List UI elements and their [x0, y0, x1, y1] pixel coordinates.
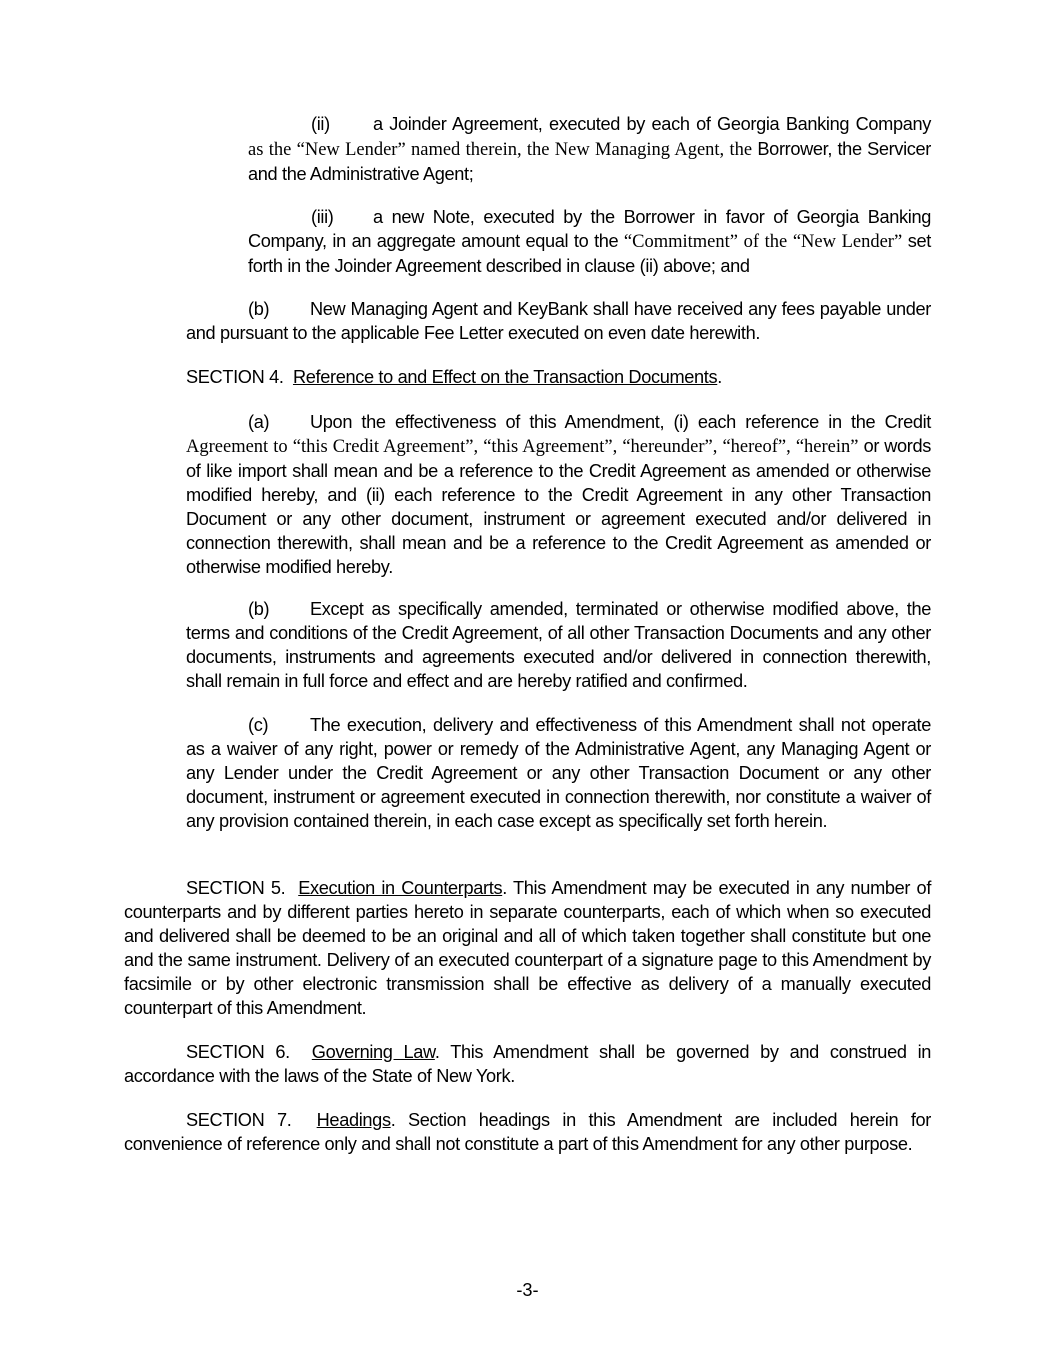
section-4-c-text: The execution, delivery and effectiveness of this Amendment shall not operate as a waiver of any right, power or remedy of the Administrative Agent, any Managing Agent or any Lender under the Credit Agreement or any other Transaction Document or any other document, instrument or agreement executed in connection therewith, nor constitute a waiver of any provision contained therein, in each case except as specifically set forth herein. [186, 715, 931, 831]
section-4-title: Reference to and Effect on the Transaction Documents [292, 367, 718, 387]
section-4-title-end: . [717, 367, 722, 387]
section-7 [124, 1108, 931, 1156]
section-6-text: . This Amendment shall be governed by and construed in accordance with the laws of the State of New York. [124, 1042, 932, 1086]
clause-ii [248, 112, 931, 186]
section-6-number: SECTION 6. [186, 1042, 290, 1062]
clause-iii [248, 205, 931, 278]
clause-iii-text-b: “Commitment” of the “New Lender” [618, 232, 908, 252]
section-7-number: SECTION 7. [186, 1110, 292, 1130]
section-6-title: Governing Law [311, 1042, 435, 1062]
section-4-heading [186, 365, 722, 389]
clause-iii-text-c: set forth in the Joinder Agreement described in clause (ii) above; and [248, 231, 931, 276]
section-4-number: SECTION 4. [186, 367, 284, 387]
clause-ii-text-a: a Joinder Agreement, executed by each of Georgia Banking Company [373, 114, 931, 134]
section-4-b [186, 597, 931, 693]
clause-b-fees-label: (b) [248, 299, 270, 319]
clause-b-fees [186, 297, 931, 345]
clause-ii-text-c: Borrower, the Servicer and the Administrative Agent; [248, 139, 931, 184]
clause-b-fees-text: New Managing Agent and KeyBank shall have received any fees payable under and pursuant to the applicable Fee Letter executed on even date herewith. [186, 299, 931, 343]
clause-iii-text-a: a new Note, executed by the Borrower in favor of Georgia Banking Company, in an aggregate amount equal to the [248, 207, 931, 251]
section-6 [124, 1040, 931, 1088]
section-4-b-text: Except as specifically amended, terminated or otherwise modified above, the terms and conditions of the Credit Agreement, of all other Transaction Documents and any other documents, instruments and agreements executed and/or delivered in connection therewith, shall remain in full force and effect and are hereby ratified and confirmed. [186, 599, 931, 691]
section-5 [124, 876, 931, 1020]
section-4-c [186, 713, 931, 833]
section-7-text: . Section headings in this Amendment are included herein for convenience of reference only and shall not constitute a part of this Amendment for any other purpose. [124, 1110, 932, 1154]
section-4-a-text-c: or words of like import shall mean and be a reference to the Credit Agreement as amended or otherwise modified hereby, and (ii) each reference to the Credit Agreement in any other Transaction Document or any other document, instrument or agreement executed and/or delivered in connection therewith, shall mean and be a reference to the Credit Agreement as amended or otherwise modified hereby. [186, 436, 931, 577]
section-4-a-text-b: Agreement to “this Credit Agreement”, “this Agreement”, “hereunder”, “hereof”, “herein” [186, 437, 864, 457]
section-4-b-label: (b) [248, 599, 270, 619]
section-4-a [186, 410, 931, 579]
section-5-title: Execution in Counterparts [298, 878, 503, 898]
section-4-a-text-a: Upon the effectiveness of this Amendment, (i) each reference in the Credit [310, 412, 931, 432]
clause-ii-label: (ii) [311, 114, 330, 134]
page-number: -3- [516, 1280, 539, 1300]
section-4-c-label: (c) [248, 715, 269, 735]
clause-ii-text-b: as the “New Lender” named therein, the New Managing Agent, the [248, 140, 758, 160]
section-5-text: . This Amendment may be executed in any number of counterparts and by different parties hereto in separate counterparts, each of which when so executed and delivered shall be deemed to be an original and all of which taken together shall constitute but one and the same instrument. Delivery of an executed counterpart of a signature page to this Amendment by facsimile or by other electronic transmission shall be effective as delivery of a manually executed counterpart of this Amendment. [124, 878, 932, 1018]
section-7-title: Headings [316, 1110, 391, 1130]
section-5-number: SECTION 5. [186, 878, 286, 898]
section-4-a-label: (a) [248, 412, 270, 432]
clause-iii-label: (iii) [311, 207, 334, 227]
